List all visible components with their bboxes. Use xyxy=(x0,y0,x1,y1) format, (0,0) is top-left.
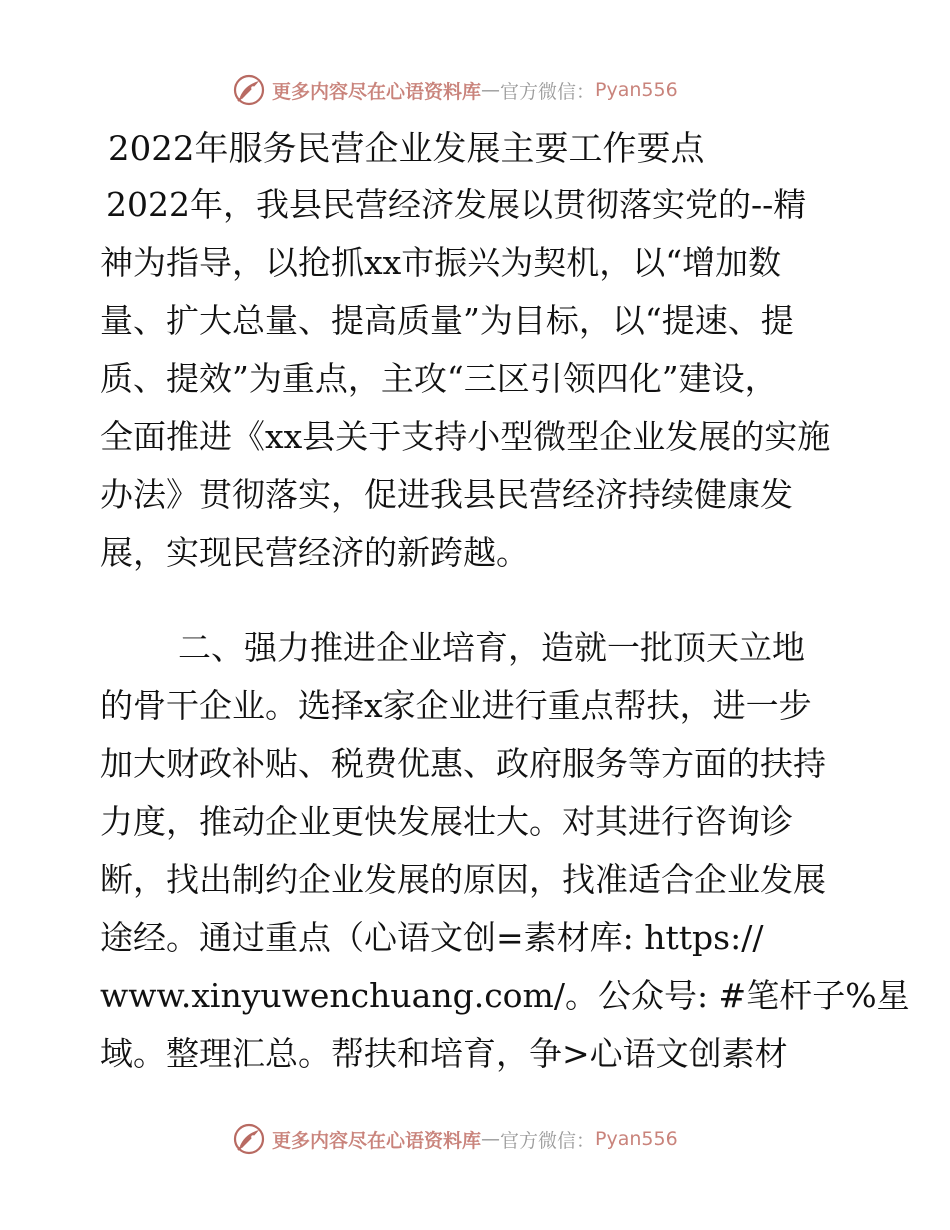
text-line: 展，实现民营经济的新跨越。 xyxy=(100,533,529,572)
pen-logo-icon xyxy=(232,1122,266,1156)
text-line: 神为指导，以抢抓xx市振兴为契机，以“增加数 xyxy=(100,243,782,282)
pen-logo-icon xyxy=(232,73,266,107)
text-line: 途经。通过重点（心语文创=素材库: https:// xyxy=(100,918,764,957)
watermark-dash: — xyxy=(481,79,501,101)
watermark-official-label: 官方微信： xyxy=(500,1129,596,1152)
watermark-dash: — xyxy=(481,1128,501,1150)
text-line: 断，找出制约企业发展的原因，找准适合企业发展 xyxy=(100,860,826,899)
watermark-wechat-id: Pyan556 xyxy=(595,79,678,101)
paragraph-section-two xyxy=(100,619,910,1083)
text-line: 全面推进《xx县关于支持小型微型企业发展的实施 xyxy=(100,417,831,456)
footer-watermark xyxy=(232,1121,678,1157)
text-line: 质、提效”为重点，主攻“三区引领四化”建设， xyxy=(100,359,778,398)
text-line: www.xinyuwenchuang.com/。公众号: #笔杆子%星 xyxy=(100,976,910,1015)
text-line: 二、强力推进企业培育，造就一批顶天立地 xyxy=(178,628,805,667)
watermark-official-label: 官方微信： xyxy=(500,80,596,103)
text-line: 的骨干企业。选择x家企业进行重点帮扶，进一步 xyxy=(100,686,812,725)
watermark-wechat-id: Pyan556 xyxy=(595,1128,678,1150)
text-line: 加大财政补贴、税费优惠、政府服务等方面的扶持 xyxy=(100,744,826,783)
text-line: 2022年，我县民营经济发展以贯彻落实党的--精 xyxy=(106,185,807,224)
document-title: 2022年服务民营企业发展主要工作要点 xyxy=(108,129,705,169)
text-line: 量、扩大总量、提高质量”为目标，以“提速、提 xyxy=(100,301,794,340)
text-line: 办法》贯彻落实，促进我县民营经济持续健康发 xyxy=(100,475,793,514)
watermark-main-text: 更多内容尽在心语资料库 xyxy=(272,80,482,103)
text-line: 域。整理汇总。帮扶和培育，争>心语文创素材 xyxy=(100,1034,788,1073)
watermark-main-text: 更多内容尽在心语资料库 xyxy=(272,1129,482,1152)
paragraph-intro xyxy=(100,176,860,582)
text-line: 力度，推动企业更快发展壮大。对其进行咨询诊 xyxy=(100,802,793,841)
header-watermark xyxy=(232,72,678,108)
